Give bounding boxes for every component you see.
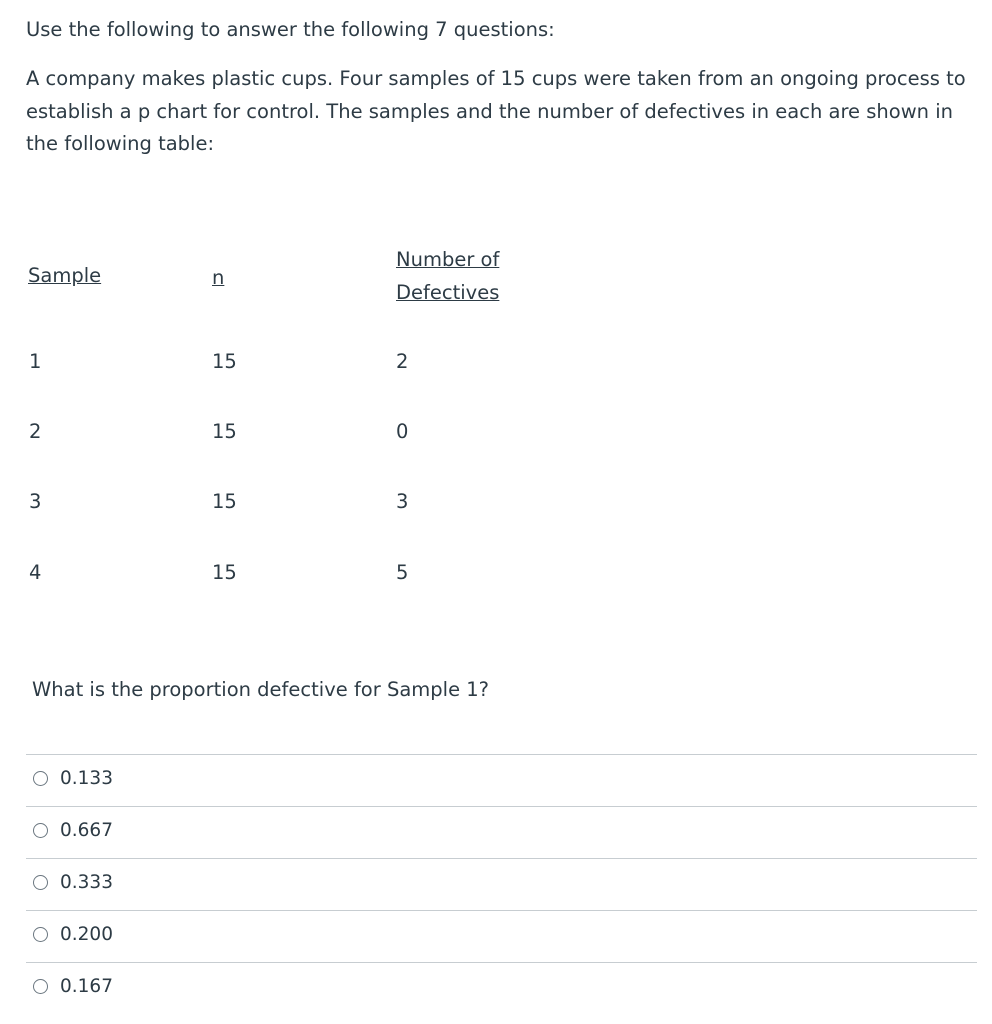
header-defectives-line2: Defectives [396,281,500,304]
row2-defectives: 0 [396,420,409,443]
question-text: What is the proportion defective for Sample 1? [32,678,490,701]
row1-sample: 1 [29,350,42,373]
row4-sample: 4 [29,561,42,584]
row2-n: 15 [212,420,237,443]
answer-label: 0.167 [60,976,113,997]
header-n: n [212,266,225,289]
row3-defectives: 3 [396,490,409,513]
row3-sample: 3 [29,490,42,513]
header-defectives-line1: Number of [396,248,500,271]
header-sample: Sample [28,264,102,287]
answer-option[interactable] [26,910,977,962]
row1-n: 15 [212,350,237,373]
radio-button[interactable] [33,927,48,942]
answer-option[interactable] [26,858,977,910]
problem-passage: A company makes plastic cups. Four samples of 15 cups were taken from an ongoing process to establish a p chart for control. The samples and the number of defectives in each are shown in the following table: [26,67,966,155]
radio-button[interactable] [33,875,48,890]
answer-list [26,754,977,1014]
answer-label: 0.333 [60,872,113,893]
instructions-text: Use the following to answer the following 7 questions: [26,18,555,41]
row3-n: 15 [212,490,237,513]
answer-option[interactable] [26,962,977,1014]
radio-button[interactable] [33,771,48,786]
radio-button[interactable] [33,823,48,838]
row1-defectives: 2 [396,350,409,373]
row4-defectives: 5 [396,561,409,584]
row4-n: 15 [212,561,237,584]
answer-label: 0.667 [60,820,113,841]
radio-button[interactable] [33,979,48,994]
answer-label: 0.133 [60,768,113,789]
answer-option[interactable] [26,806,977,858]
row2-sample: 2 [29,420,42,443]
answer-label: 0.200 [60,924,113,945]
answer-option[interactable] [26,754,977,806]
